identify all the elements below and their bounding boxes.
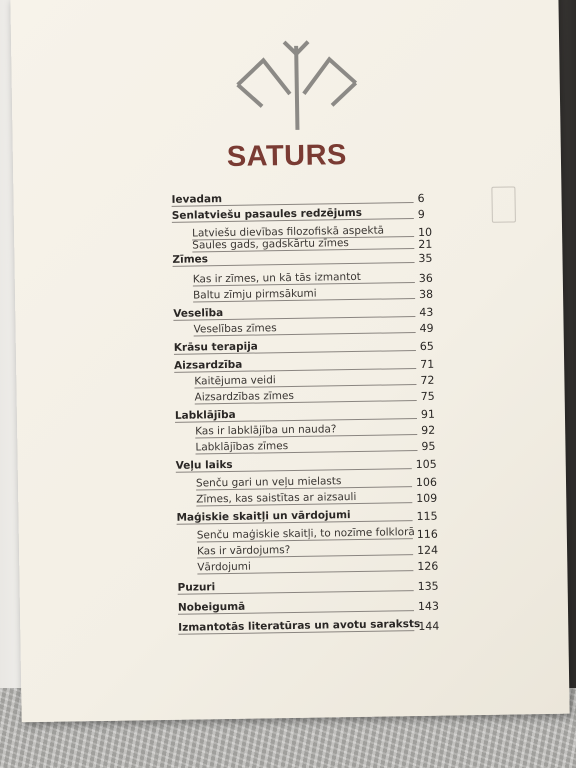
toc-page-number: 106 [415,475,438,490]
toc-entry [176,456,442,476]
toc-page-number: 21 [418,237,433,251]
toc-entry [172,250,444,270]
toc-page-number: 71 [420,357,435,371]
toc-entry-label: Kaitējuma veidi [194,374,276,388]
table-of-contents [10,0,569,722]
toc-entry-label: Aizsardzības zīmes [194,389,294,404]
toc-entry-label: Nobeigumā [177,600,246,614]
toc-page-number: 36 [418,271,433,285]
toc-entry-label: Ievadam [171,193,223,206]
toc-entry-label: Kas ir vārdojums? [196,544,291,558]
toc-entry-label: Zīmes [172,253,209,266]
toc-entry [196,490,442,510]
toc-page-number: 124 [416,543,439,558]
toc-entry-label: Kas ir zīmes, un kā tās izmantot [192,270,361,286]
toc-entry-label: Krāsu terapija [173,340,258,354]
toc-page-number: 144 [418,619,440,634]
toc-page-number: 143 [417,599,440,614]
toc-entry [178,618,444,638]
toc-page-number: 135 [417,579,439,594]
toc-page-number: 72 [420,373,435,387]
toc-entry-label: Aizsardzība [174,358,243,372]
toc-entry-label: Puzuri [177,581,216,594]
toc-entry-label: Saules gads, gadskārtu zīmes [192,237,349,252]
toc-entry [174,338,446,358]
toc-page-number: 65 [419,339,434,353]
toc-entry-label: Baltu zīmju pirmsākumi [192,287,317,302]
toc-page-number: 105 [415,457,437,472]
toc-page-number: 109 [416,491,438,506]
toc-leader-line [173,262,415,267]
toc-entry [195,388,447,408]
toc-entry-label: Vārdojumi [197,560,251,574]
toc-entry-label: Veselība [173,307,224,320]
toc-entry-label: Izmantotās literatūras un avotu saraksts [178,617,421,634]
toc-page-number: 91 [420,407,436,421]
toc-entry-label: Latviešu dievības filozofiskā aspektā [191,224,385,240]
toc-entry-label: Zīmes, kas saistītas ar aizsauli [196,490,357,506]
page-title: SATURS [226,139,348,173]
toc-entry [178,598,444,618]
toc-entry-label: Labklājība [174,408,236,422]
toc-entry-label: Kas ir labklājība un nauda? [195,423,337,438]
toc-entry-label: Labklājības zīmes [195,440,289,454]
toc-entry-label: Veļu laiks [175,458,233,472]
toc-entry [193,286,445,306]
toc-entry [197,558,443,578]
toc-page-number: 92 [421,423,436,437]
toc-page-number: 10 [417,225,433,239]
toc-entry-label: Senču maģiskie skaitļi, to nozīme folklorā [196,526,415,542]
toc-entry-label: Senču gari un veļu mielasts [195,475,342,490]
toc-page-number: 9 [417,207,425,221]
toc-page-number: 126 [417,559,439,574]
toc-entry [172,206,444,226]
toc-page-number: 116 [416,527,438,542]
toc-page-number: 6 [417,191,425,205]
toc-entry-label: Veselības zīmes [193,322,277,336]
toc-entry-label: Senlatviešu pasaules redzējums [171,206,363,222]
toc-entry [178,578,444,598]
toc-page-number: 75 [420,389,435,403]
toc-entry [195,438,447,458]
toc-page-number: 95 [421,439,436,453]
toc-entry [176,508,442,528]
toc-entry [193,320,445,340]
toc-page-number: 43 [419,305,434,319]
toc-entry-label: Maģiskie skaitļi un vārdojumi [176,509,351,524]
book-page [10,0,569,722]
toc-page-number: 49 [419,321,434,335]
toc-page-number: 38 [418,287,434,301]
toc-page-number: 115 [416,509,438,524]
toc-page-number: 35 [418,251,433,265]
